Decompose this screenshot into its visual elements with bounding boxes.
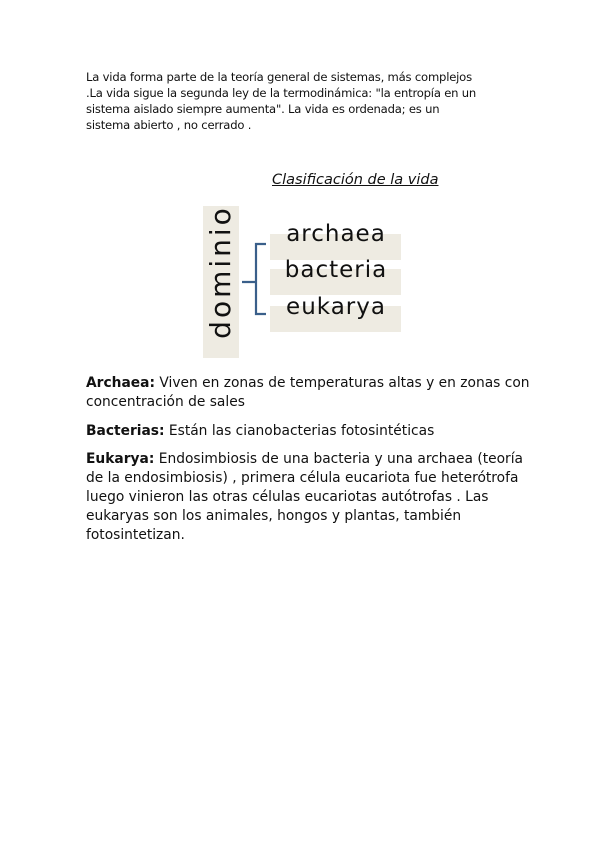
- section-bacterias: [86, 422, 536, 441]
- section-text: Están las cianobacterias fotosintéticas: [164, 423, 435, 439]
- section-term: Bacterias:: [86, 423, 165, 439]
- intro-paragraph: La vida forma parte de la teoría general de sistemas, más complejos .La vida sigue la segunda ley de la termodinámica: "la entropía en un sistema aislado siempre aumenta". La vida es ordenada; es un sistema abierto , no cerrado .: [86, 70, 477, 132]
- branch-label-bacteria: bacteria: [284, 257, 388, 283]
- branch-label-archaea: archaea: [286, 221, 386, 247]
- section-eukarya: [86, 450, 536, 545]
- section-term: Eukarya:: [86, 451, 155, 467]
- branch-label-eukarya: eukarya: [286, 294, 386, 320]
- section-archaea: [86, 374, 536, 412]
- diagram-title: Clasificación de la vida: [272, 172, 439, 188]
- section-text: Viven en zonas de temperaturas altas y en zonas con concentración de sales: [86, 375, 530, 410]
- section-text: Endosimbiosis de una bacteria y una archaea (teoría de la endosimbiosis) , primera célula eucariota fue heterótrofa luego vinieron las otras células eucariotas autótrofas . Las eukaryas son los animales, hongos y plantas, también fotosintetizan.: [86, 451, 523, 543]
- root-label: dominio: [204, 205, 237, 339]
- section-term: Archaea:: [86, 375, 155, 391]
